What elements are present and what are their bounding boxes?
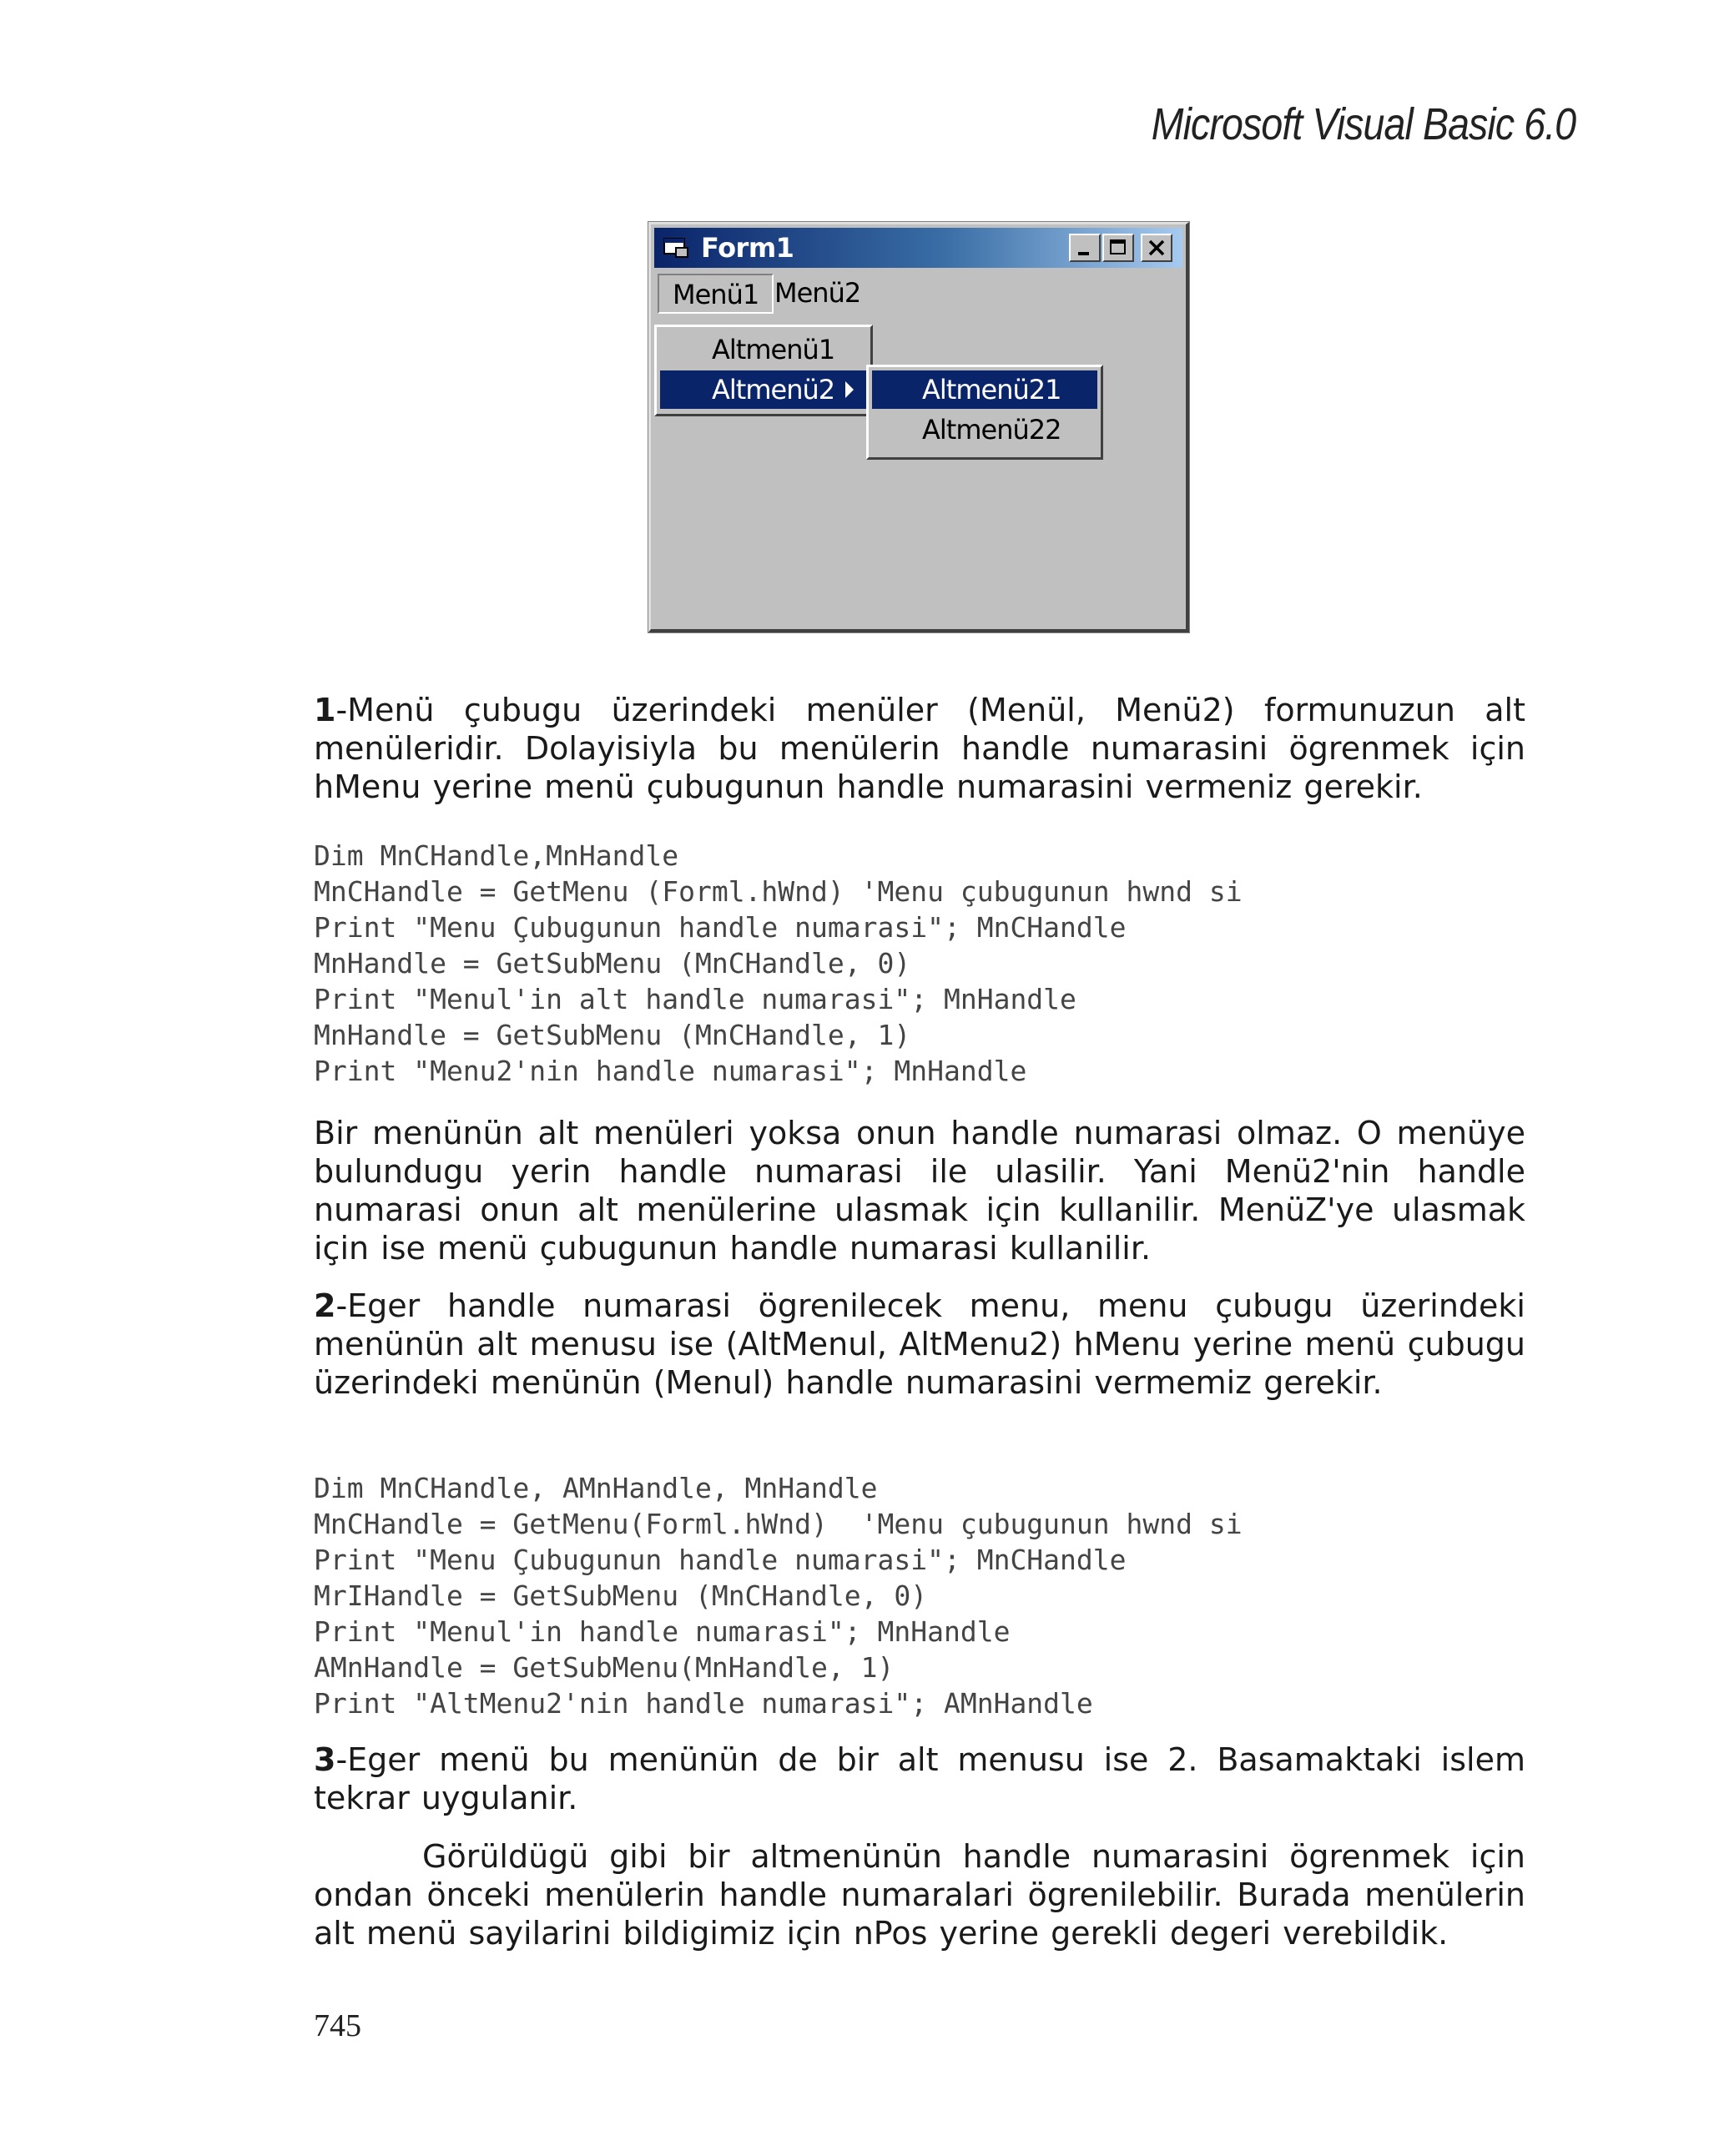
code-line: Dim MnCHandle, AMnHandle, MnHandle: [314, 1472, 878, 1504]
close-button[interactable]: [1141, 234, 1172, 262]
title-bar[interactable]: [654, 228, 1182, 268]
code-line: Dim MnCHandle,MnHandle: [314, 839, 679, 872]
altmenu2-dropdown: [866, 365, 1103, 460]
code-line: MnHandle = GetSubMenu (MnCHandle, 0): [314, 947, 911, 980]
code-block-1: [314, 838, 1243, 1089]
menu1-dropdown: [654, 325, 873, 416]
section-2-paragraph: [314, 1287, 1525, 1402]
maximize-icon: [1109, 239, 1127, 257]
code-line: Print "Menu2'nin handle numarasi"; MnHandle: [314, 1055, 1027, 1087]
section-3-text: -Eger menü bu menünün de bir alt menusu ise 2. Basamaktaki islem tekrar uygulanir.: [314, 1741, 1525, 1816]
final-paragraph: Görüldügü gibi bir altmenünün handle numarasini ögrenmek için ondan önceki menülerin handle numaralari ögrenilebilir. Burada menülerin alt menü sayilarini bildigimiz için nPos yerine gerekli degeri verebildik.: [314, 1838, 1525, 1952]
menu-menu2[interactable]: Menü2: [774, 277, 861, 309]
code-line: MnCHandle = GetMenu(Forml.hWnd) 'Menu çubugunun hwnd si: [314, 1508, 1243, 1540]
form-icon: [663, 236, 691, 259]
code-line: Print "Menul'in handle numarasi"; MnHandle: [314, 1615, 1011, 1648]
code-block-2: [314, 1470, 1243, 1721]
code-line: Print "Menul'in alt handle numarasi"; MnHandle: [314, 983, 1076, 1015]
menu-bar: [654, 272, 1182, 315]
minimize-button[interactable]: [1069, 234, 1101, 262]
minimize-icon: [1076, 239, 1094, 257]
close-icon: [1147, 239, 1166, 257]
section-1-text: -Menü çubugu üzerindeki menüler (Menül, Menü2) formunuzun alt menüleridir. Dolayisiyla bu menülerin handle numarasini ögrenmek için hMenu yerine menü çubugunun handle numarasini vermeniz gerekir.: [314, 692, 1525, 805]
code-line: AMnHandle = GetSubMenu(MnHandle, 1): [314, 1651, 895, 1684]
code-line: MnHandle = GetSubMenu (MnCHandle, 1): [314, 1019, 911, 1051]
menu-item-altmenu1[interactable]: Altmenü1: [712, 334, 835, 365]
menu-menu1[interactable]: Menü1: [658, 274, 774, 314]
code-line: MnCHandle = GetMenu (Forml.hWnd) 'Menu çubugunun hwnd si: [314, 875, 1243, 908]
window-title: Form1: [701, 232, 794, 264]
menu-item-altmenu2-label: Altmenü2: [712, 374, 835, 406]
section-1-paragraph: [314, 691, 1525, 806]
code-line: Print "Menu Çubugunun handle numarasi"; MnCHandle: [314, 911, 1127, 944]
section-2-number: 2: [314, 1287, 336, 1324]
code-line: Print "Menu Çubugunun handle numarasi"; MnCHandle: [314, 1544, 1127, 1576]
form1-window: [648, 222, 1189, 632]
menu-item-altmenu22[interactable]: Altmenü22: [922, 414, 1061, 446]
page-number: 745: [314, 2008, 361, 2043]
section-3-number: 3: [314, 1741, 336, 1778]
maximize-button[interactable]: [1102, 234, 1134, 262]
middle-paragraph: Bir menünün alt menüleri yoksa onun handle numarasi olmaz. O menüye bulundugu yerin handle numarasi ile ulasilir. Yani Menü2'nin handle numarasi onun alt menülerine ulasmak için kullanilir. MenüZ'ye ulasmak için ise menü çubugunun handle numarasi kullanilir.: [314, 1115, 1525, 1267]
section-2-text: -Eger handle numarasi ögrenilecek menu, menu çubugu üzerindeki menünün alt menusu ise (AltMenul, AltMenu2) hMenu yerine menü çubugu üzerindeki menünün (Menul) handle numarasini vermemiz gerekir.: [314, 1287, 1525, 1401]
running-header: Microsoft Visual Basic 6.0: [1151, 99, 1575, 149]
menu-item-altmenu21[interactable]: Altmenü21: [872, 370, 1097, 409]
code-line: MrIHandle = GetSubMenu (MnCHandle, 0): [314, 1579, 928, 1612]
menu-item-altmenu2[interactable]: [660, 370, 867, 409]
code-line: Print "AltMenu2'nin handle numarasi"; AMnHandle: [314, 1687, 1093, 1720]
section-1-number: 1: [314, 692, 336, 728]
section-3-paragraph: [314, 1740, 1525, 1817]
submenu-arrow-icon: [845, 381, 854, 398]
